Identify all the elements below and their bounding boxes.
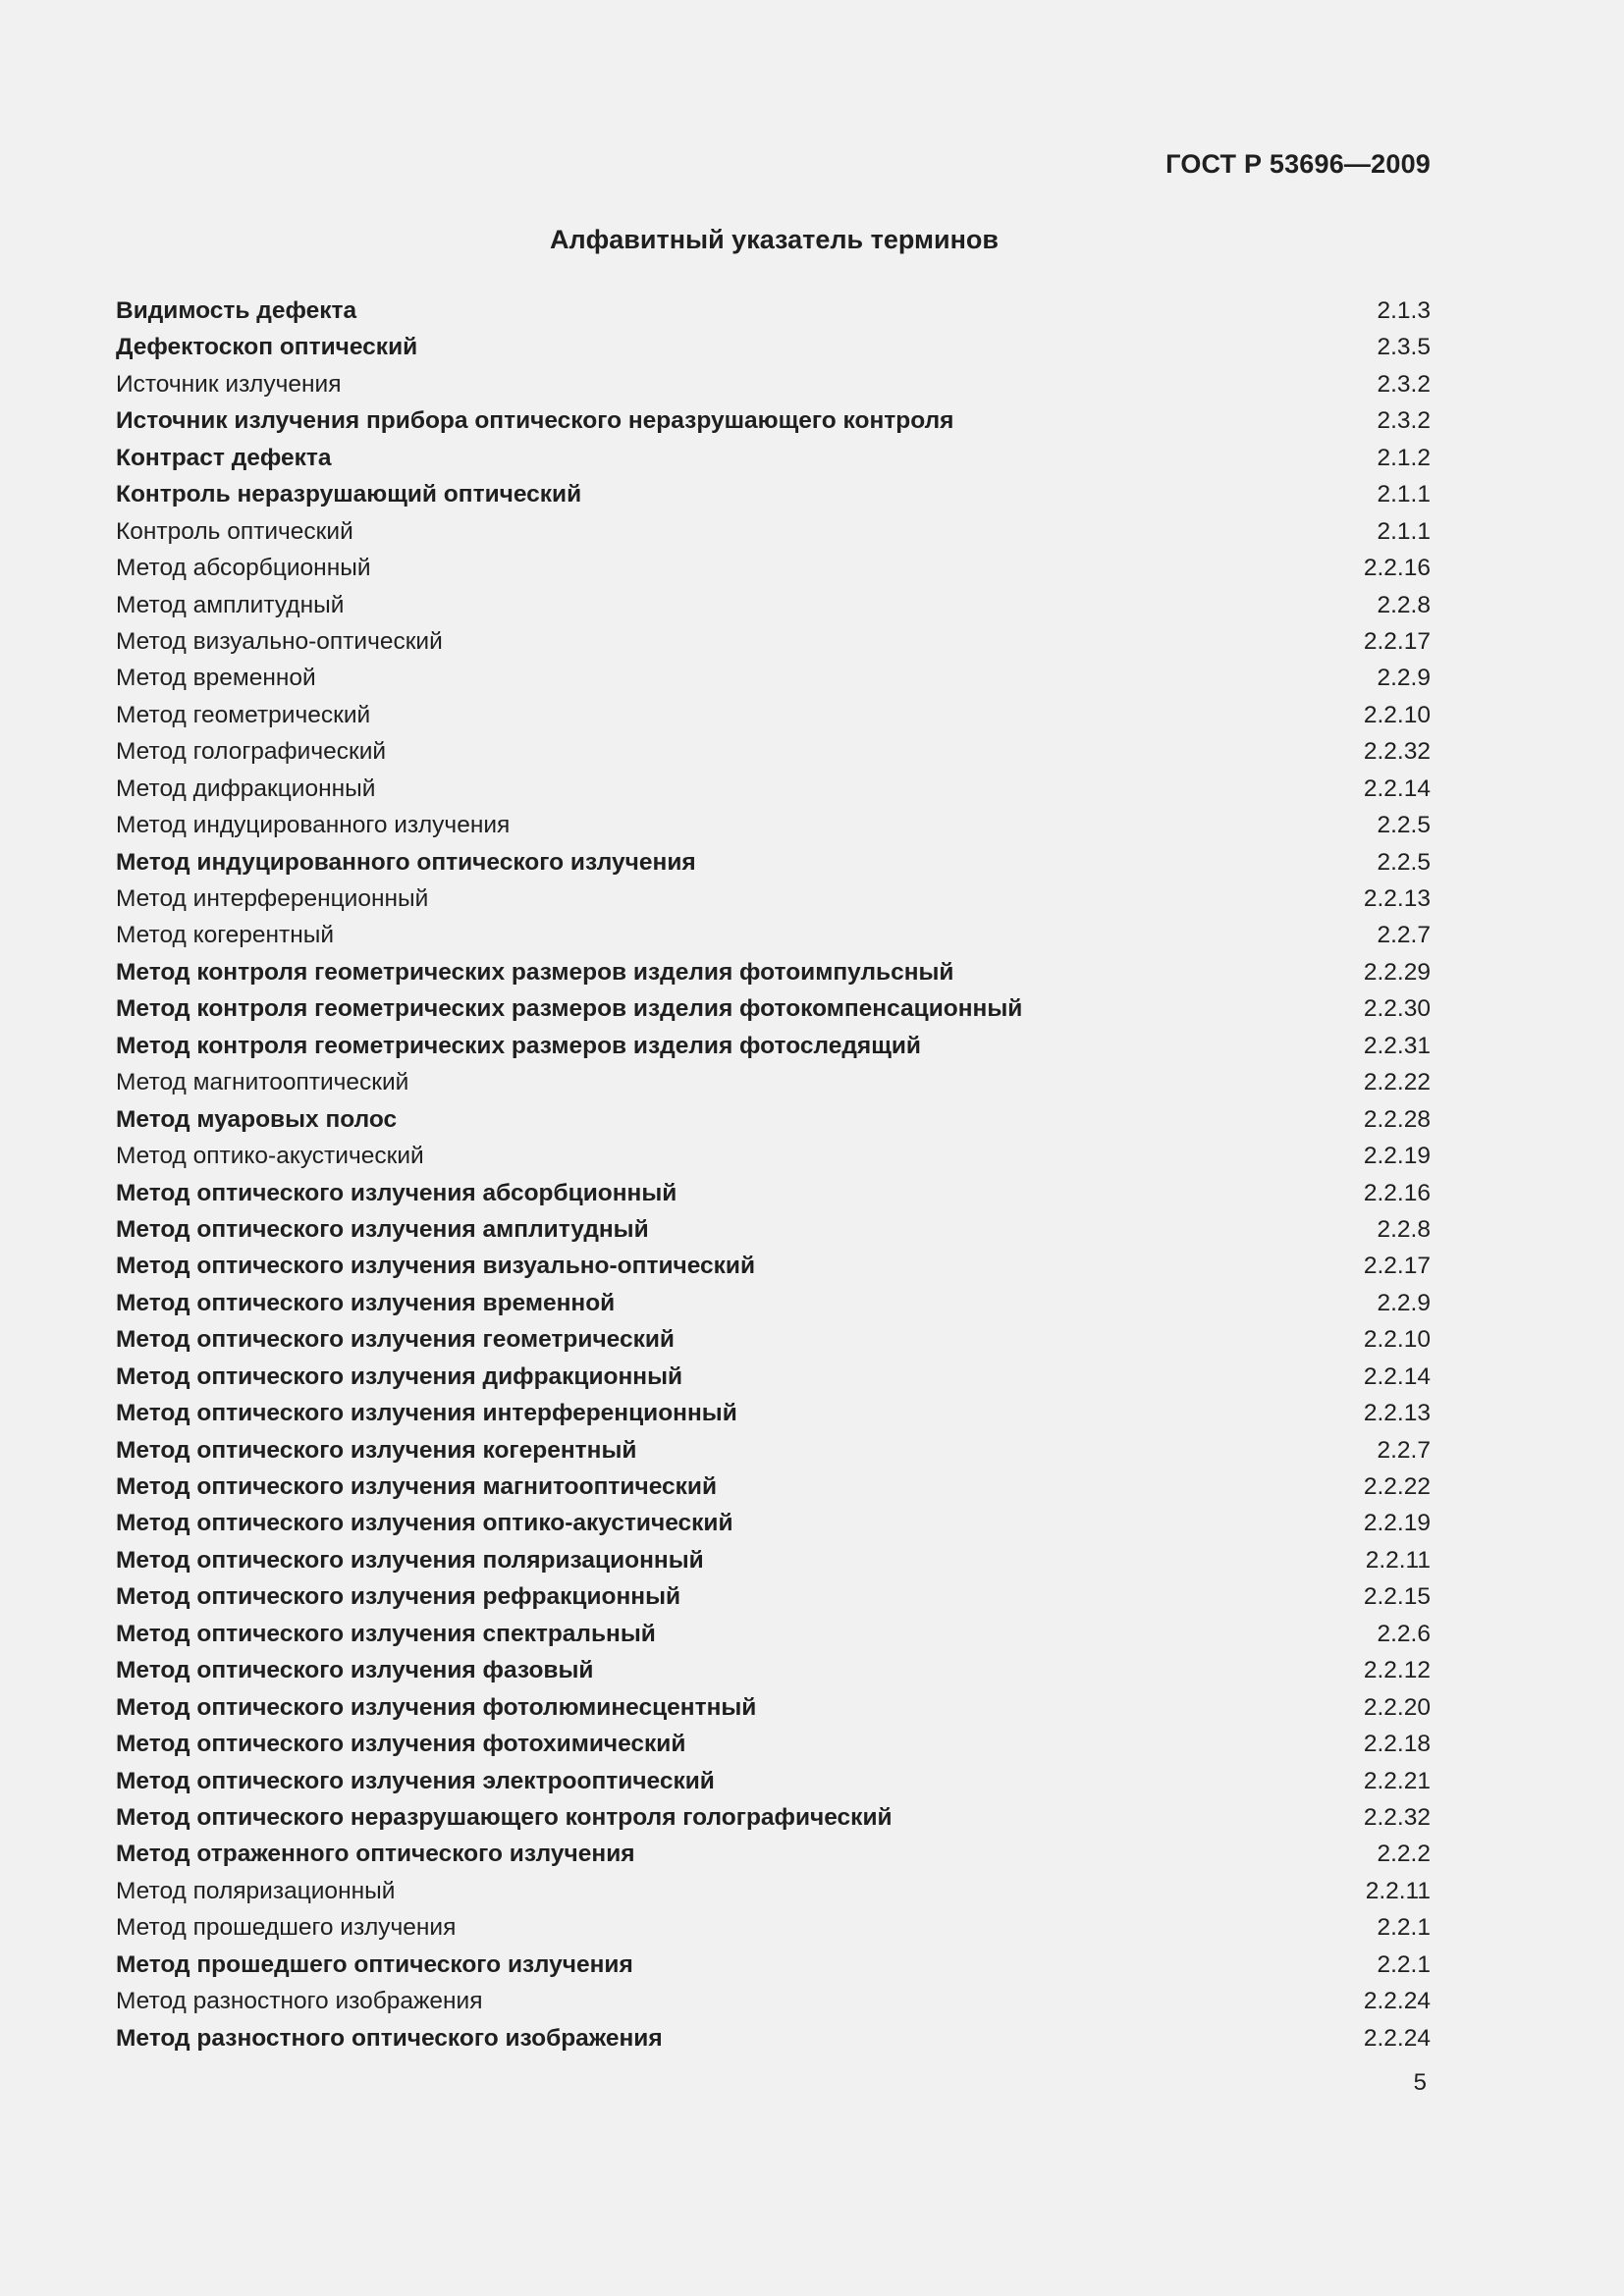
- index-entry: [116, 1726, 1431, 1762]
- index-term: Метод отраженного оптического излучения: [116, 1841, 635, 1868]
- index-reference: 2.2.15: [1363, 1583, 1431, 1611]
- index-term: Метод оптического излучения фотолюминесцентный: [116, 1693, 757, 1721]
- index-reference: 2.2.6: [1377, 1620, 1431, 1647]
- index-term: Метод оптического излучения фазовый: [116, 1657, 594, 1684]
- index-entry: [116, 1836, 1431, 1872]
- index-entry: [116, 660, 1431, 696]
- index-term: Метод поляризационный: [116, 1877, 396, 1904]
- index-entry: [116, 917, 1431, 953]
- index-term: Метод разностного оптического изображения: [116, 2024, 663, 2052]
- index-reference: 2.2.32: [1363, 738, 1431, 766]
- index-entry: [116, 1983, 1431, 2019]
- index-term: Метод прошедшего излучения: [116, 1914, 457, 1942]
- index-term: Контроль оптический: [116, 517, 353, 545]
- index-reference: 2.2.21: [1363, 1767, 1431, 1794]
- index-term: Метод оптического излучения поляризационный: [116, 1546, 704, 1574]
- index-reference: 2.2.7: [1377, 1436, 1431, 1464]
- index-entry: [116, 550, 1431, 586]
- index-reference: 2.2.31: [1363, 1032, 1431, 1059]
- index-entry: [116, 1138, 1431, 1174]
- index-reference: 2.2.10: [1363, 701, 1431, 728]
- index-term: Источник излучения прибора оптического неразрушающего контроля: [116, 407, 954, 435]
- index-entry: [116, 1321, 1431, 1358]
- index-entry: [116, 2020, 1431, 2056]
- index-entry: [116, 587, 1431, 623]
- index-term: Метод оптического излучения электрооптический: [116, 1767, 715, 1794]
- index-entry: [116, 1028, 1431, 1064]
- index-entry: [116, 1175, 1431, 1211]
- index-reference: 2.2.28: [1363, 1105, 1431, 1133]
- index-reference: 2.3.5: [1377, 334, 1431, 361]
- index-entry: [116, 1395, 1431, 1431]
- index-entry: [116, 366, 1431, 402]
- index-term: Метод контроля геометрических размеров изделия фотоследящий: [116, 1032, 921, 1059]
- index-entry: [116, 771, 1431, 807]
- index-term: Видимость дефекта: [116, 297, 357, 324]
- index-reference: 2.2.9: [1377, 665, 1431, 692]
- index-reference: 2.2.5: [1377, 812, 1431, 839]
- index-term: Метод дифракционный: [116, 774, 376, 802]
- index-term: Источник излучения: [116, 370, 342, 398]
- index-term: Метод прошедшего оптического излучения: [116, 1950, 633, 1978]
- index-reference: 2.1.3: [1377, 297, 1431, 324]
- index-reference: 2.2.17: [1363, 1253, 1431, 1280]
- index-entry: [116, 990, 1431, 1027]
- term-index-list: [116, 293, 1431, 2056]
- index-entry: [116, 1432, 1431, 1468]
- index-term: Метод оптического излучения интерференционный: [116, 1400, 737, 1427]
- index-term: Метод муаровых полос: [116, 1105, 398, 1133]
- index-reference: 2.2.18: [1363, 1731, 1431, 1758]
- index-reference: 2.2.5: [1377, 848, 1431, 876]
- index-entry: [116, 881, 1431, 917]
- index-reference: 2.2.22: [1363, 1069, 1431, 1096]
- index-entry: [116, 1542, 1431, 1578]
- index-reference: 2.2.29: [1363, 958, 1431, 986]
- page-number: 5: [1413, 2069, 1427, 2096]
- index-entry: [116, 1909, 1431, 1946]
- index-reference: 2.2.19: [1363, 1143, 1431, 1170]
- index-term: Метод индуцированного излучения: [116, 812, 511, 839]
- index-entry: [116, 844, 1431, 881]
- index-reference: 2.2.8: [1377, 1215, 1431, 1243]
- index-reference: 2.2.24: [1363, 2024, 1431, 2052]
- index-term: Метод визуально-оптический: [116, 627, 443, 655]
- index-reference: 2.2.11: [1365, 1546, 1431, 1574]
- index-reference: 2.2.12: [1363, 1657, 1431, 1684]
- index-term: Метод когерентный: [116, 922, 335, 949]
- index-reference: 2.2.17: [1363, 627, 1431, 655]
- index-term: Контроль неразрушающий оптический: [116, 481, 582, 508]
- index-reference: 2.2.1: [1377, 1950, 1431, 1978]
- index-reference: 2.2.16: [1363, 1179, 1431, 1206]
- index-reference: 2.2.22: [1363, 1473, 1431, 1500]
- index-reference: 2.2.8: [1377, 591, 1431, 618]
- index-reference: 2.1.1: [1377, 481, 1431, 508]
- index-reference: 2.2.9: [1377, 1289, 1431, 1316]
- index-entry: [116, 1799, 1431, 1836]
- index-term: Метод временной: [116, 665, 316, 692]
- index-reference: 2.2.14: [1363, 774, 1431, 802]
- index-reference: 2.2.19: [1363, 1510, 1431, 1537]
- index-reference: 2.3.2: [1377, 407, 1431, 435]
- index-entry: [116, 1248, 1431, 1284]
- index-entry: [116, 476, 1431, 512]
- index-entry: [116, 1652, 1431, 1688]
- index-entry: [116, 402, 1431, 439]
- index-term: Метод геометрический: [116, 701, 371, 728]
- index-title: Алфавитный указатель терминов: [550, 225, 999, 254]
- index-entry: [116, 807, 1431, 843]
- index-reference: 2.2.2: [1377, 1841, 1431, 1868]
- index-term: Метод оптического излучения визуально-оптический: [116, 1253, 756, 1280]
- index-entry: [116, 1285, 1431, 1321]
- index-reference: 2.2.16: [1363, 555, 1431, 582]
- index-entry: [116, 697, 1431, 733]
- index-entry: [116, 1468, 1431, 1505]
- index-reference: 2.2.7: [1377, 922, 1431, 949]
- index-term: Метод оптического излучения абсорбционный: [116, 1179, 677, 1206]
- index-term: Метод оптического излучения рефракционный: [116, 1583, 681, 1611]
- index-reference: 2.1.2: [1377, 444, 1431, 471]
- index-reference: 2.2.10: [1363, 1326, 1431, 1354]
- index-term: Метод оптического излучения геометрический: [116, 1326, 675, 1354]
- index-term: Метод контроля геометрических размеров изделия фотокомпенсационный: [116, 995, 1023, 1023]
- index-term: Дефектоскоп оптический: [116, 334, 418, 361]
- index-entry: [116, 954, 1431, 990]
- index-term: Метод амплитудный: [116, 591, 345, 618]
- index-reference: 2.2.14: [1363, 1362, 1431, 1390]
- index-term: Метод абсорбционный: [116, 555, 371, 582]
- index-entry: [116, 1578, 1431, 1615]
- index-entry: [116, 1101, 1431, 1138]
- index-entry: [116, 1763, 1431, 1799]
- index-term: Метод разностного изображения: [116, 1988, 483, 2015]
- index-term: Метод интерференционный: [116, 885, 429, 912]
- index-entry: [116, 1505, 1431, 1541]
- index-entry: [116, 440, 1431, 476]
- index-entry: [116, 1616, 1431, 1652]
- index-reference: 2.2.20: [1363, 1693, 1431, 1721]
- index-term: Метод оптико-акустический: [116, 1143, 424, 1170]
- index-reference: 2.2.11: [1365, 1877, 1431, 1904]
- index-reference: 2.2.30: [1363, 995, 1431, 1023]
- index-reference: 2.1.1: [1377, 517, 1431, 545]
- index-term: Метод оптического излучения амплитудный: [116, 1215, 649, 1243]
- index-entry: [116, 329, 1431, 365]
- index-entry: [116, 1211, 1431, 1248]
- index-entry: [116, 1873, 1431, 1909]
- index-reference: 2.2.32: [1363, 1803, 1431, 1831]
- index-entry: [116, 1689, 1431, 1726]
- index-term: Метод оптического излучения временной: [116, 1289, 616, 1316]
- index-term: Метод оптического излучения магнитооптический: [116, 1473, 718, 1500]
- index-term: Метод оптического излучения спектральный: [116, 1620, 656, 1647]
- index-entry: [116, 513, 1431, 550]
- index-entry: [116, 1359, 1431, 1395]
- index-reference: 2.2.24: [1363, 1988, 1431, 2015]
- index-reference: 2.2.13: [1363, 1400, 1431, 1427]
- index-entry: [116, 293, 1431, 329]
- index-term: Контраст дефекта: [116, 444, 332, 471]
- document-code: ГОСТ Р 53696—2009: [1165, 149, 1431, 179]
- index-term: Метод оптического излучения фотохимический: [116, 1731, 686, 1758]
- index-reference: 2.3.2: [1377, 370, 1431, 398]
- index-term: Метод голографический: [116, 738, 387, 766]
- index-term: Метод оптического неразрушающего контроля голографический: [116, 1803, 893, 1831]
- index-term: Метод магнитооптический: [116, 1069, 409, 1096]
- index-term: Метод оптического излучения оптико-акустический: [116, 1510, 733, 1537]
- index-term: Метод оптического излучения когерентный: [116, 1436, 637, 1464]
- index-reference: 2.2.1: [1377, 1914, 1431, 1942]
- index-reference: 2.2.13: [1363, 885, 1431, 912]
- index-term: Метод оптического излучения дифракционный: [116, 1362, 683, 1390]
- index-term: Метод контроля геометрических размеров изделия фотоимпульсный: [116, 958, 954, 986]
- index-entry: [116, 1947, 1431, 1983]
- index-entry: [116, 733, 1431, 770]
- index-entry: [116, 1064, 1431, 1100]
- index-entry: [116, 623, 1431, 660]
- index-term: Метод индуцированного оптического излучения: [116, 848, 696, 876]
